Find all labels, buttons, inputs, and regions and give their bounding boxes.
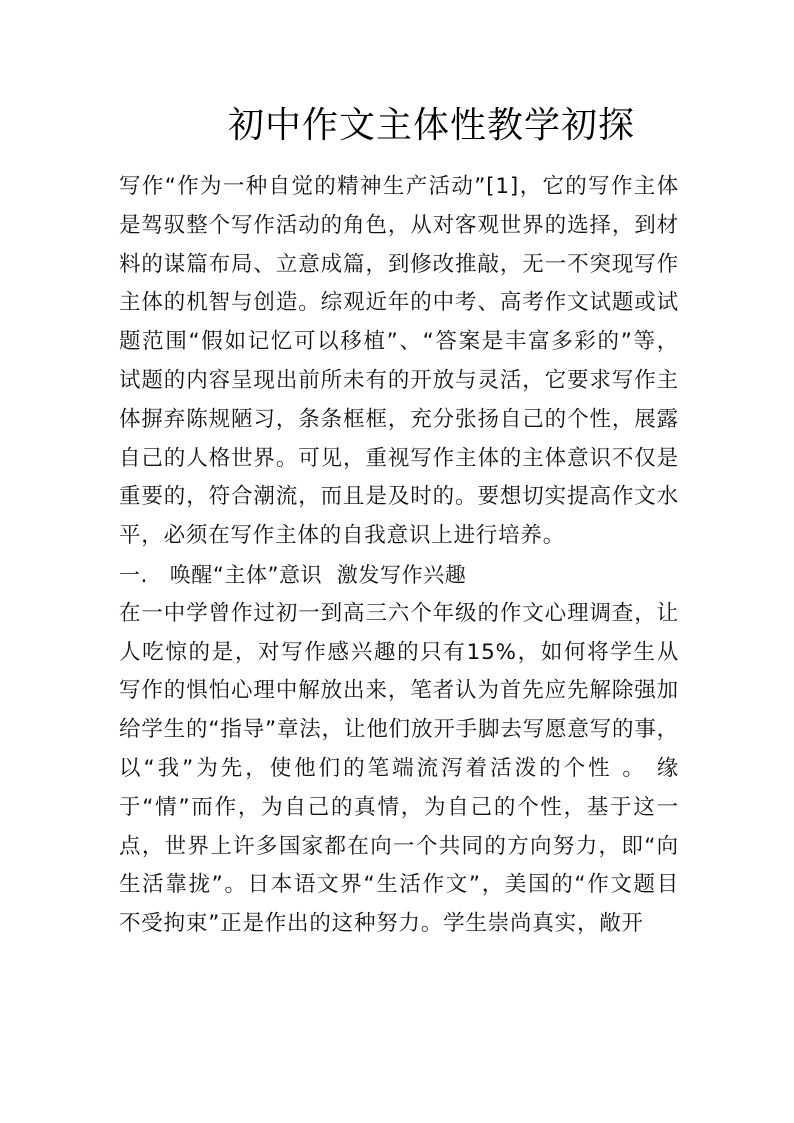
document-title: 初中作文主体性教学初探 [228,105,636,146]
section-paragraph: 在一中学曾作过初一到高三六个年级的作文心理调查，让人吃惊的是，对写作感兴趣的只有15%，如何将学生从写作的惧怕心理中解放出来，笔者认为首先应先解除强加给学生的“指导”章法，让他们放开手脚去写愿意写的事，以“我”为先，使他们的笔端流泻着活泼的个性 。 缘于“情”而作，为自己的真情，为自己的个性，基于这一点，世界上许多国家都在向一个共同的方向努力，即“向生活靠拢”。日本语文界“生活作文”，美国的“作文题目不受拘束”正是作出的这种努力。学生崇尚真实，敞开 [119,600,679,937]
intro-paragraph: 写作“作为一种自觉的精神生产活动”[1]，它的写作主体是驾驭整个写作活动的角色，从对客观世界的选择，到材料的谋篇布局、立意成篇，到修改推敲，无一不突现写作主体的机智与创造。综观近年的中考、高考作文试题或试题范围“假如记忆可以移植”、“答案是丰富多彩的”等，试题的内容呈现出前所未有的开放与灵活，它要求写作主体摒弃陈规陋习，条条框框，充分张扬自己的个性，展露自己的人格世界。可见，重视写作主体的主体意识不仅是重要的，符合潮流，而且是及时的。要想切实提高作文水平，必须在写作主体的自我意识上进行培养。 [119,174,679,549]
document-body [119,168,679,944]
section-heading: 一. 唤醒“主体”意识 激发写作兴趣 [119,562,467,587]
